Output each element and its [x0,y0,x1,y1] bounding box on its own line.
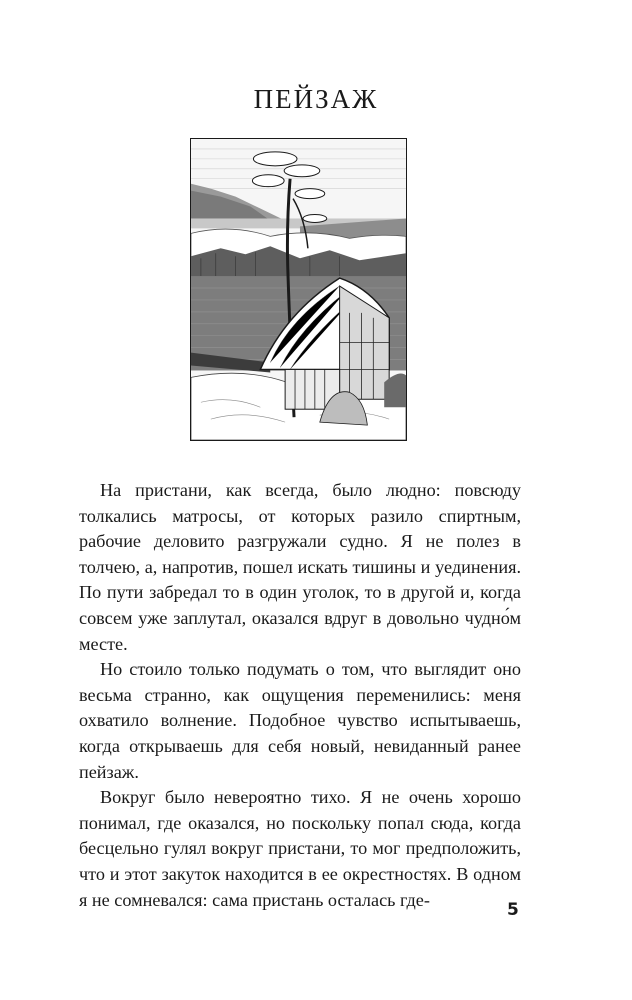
landscape-illustration [190,138,407,441]
paragraph-2: Но стоило только подумать о том, что выглядит оно весьма странно, как ощущения переменились: меня охватило волнение. Подобное чувство испытываешь, когда открываешь для себя новый, невиданный ранее пейзаж. [79,659,521,782]
body-text [79,478,521,913]
chapter-title: ПЕЙЗАЖ [253,84,379,114]
paragraph-1: На пристани, как всегда, было людно: повсюду толкались матросы, от которых разило спиртным, рабочие деловито разгружали судно. Я не полез в толчею, а, напротив, пошел искать тишины и уединения. По пути забредал то в один уголок, то в другой и, когда совсем уже заплутал, оказался вдруг в довольно чудно́м месте. [79,480,521,654]
paragraph-3: Вокруг было невероятно тихо. Я не очень хорошо понимал, где оказался, но поскольку попал сюда, когда бесцельно гулял вокруг пристани, то мог предположить, что и этот закуток находится в ее окрестностях. В одном я не сомневался: сама пристань осталась где- [79,787,521,910]
page-number: 5 [507,900,519,920]
